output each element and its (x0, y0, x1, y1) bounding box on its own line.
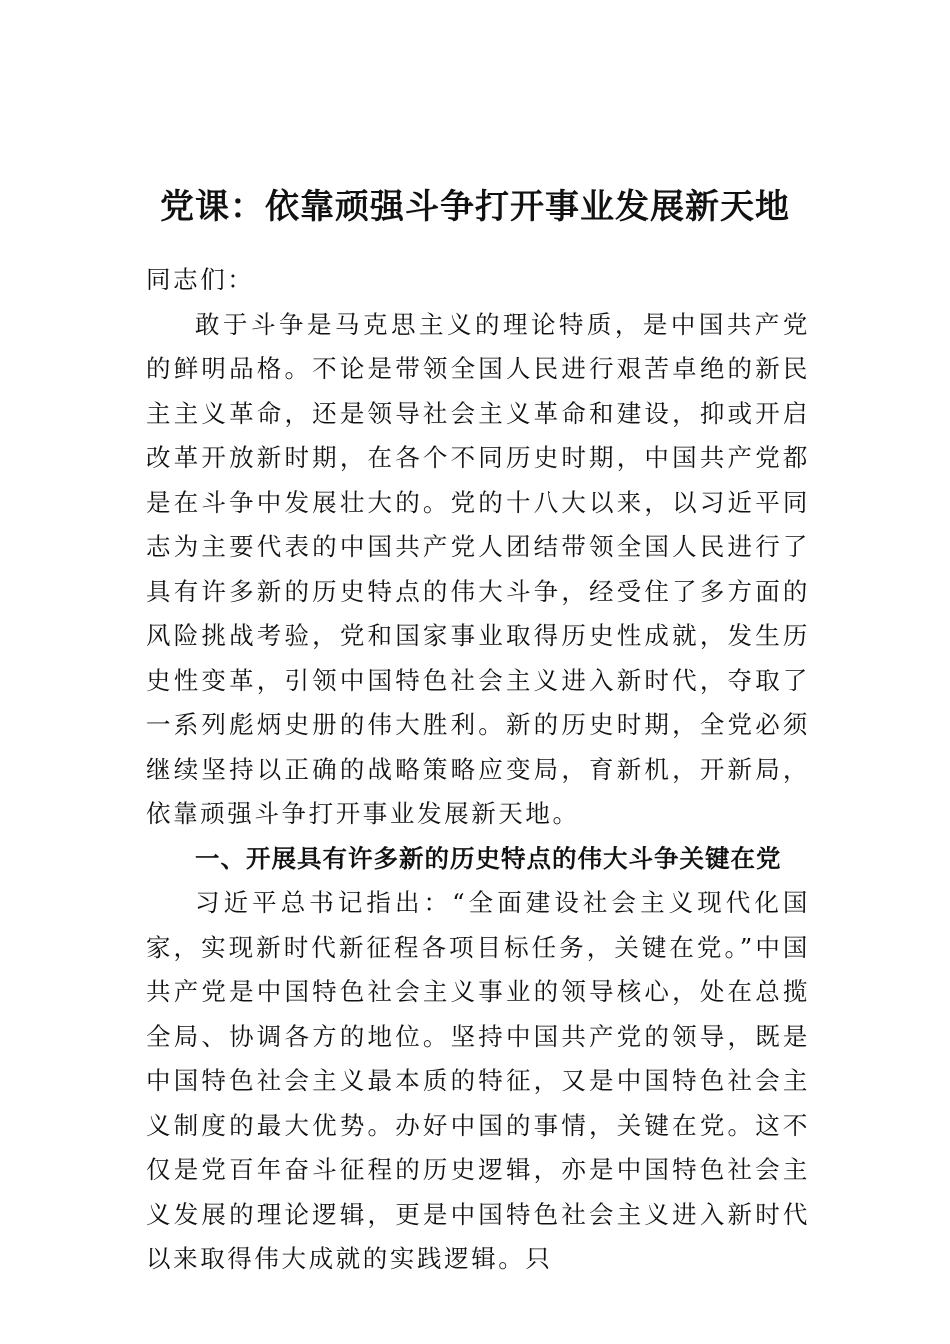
section-paragraph: 习近平总书记指出：“全面建设社会主义现代化国家，实现新时代新征程各项目标任务，关键在党。”中国共产党是中国特色社会主义事业的领导核心，处在总揽全局、协调各方的地位。坚持中国共产党的领导，既是中国特色社会主义最本质的特征，又是中国特色社会主义制度的最大优势。办好中国的事情，关键在党。这不仅是党百年奋斗征程的历史逻辑，亦是中国特色社会主义发展的理论逻辑，更是中国特色社会主义进入新时代以来取得伟大成就的实践逻辑。只 (146, 888, 810, 1273)
document-title: 党课：依靠顽强斗争打开事业发展新天地 (160, 186, 790, 227)
intro-paragraph: 敢于斗争是马克思主义的理论特质，是中国共产党的鲜明品格。不论是带领全国人民进行艰苦卓绝的新民主主义革命，还是领导社会主义革命和建设，抑或开启改革开放新时期，在各个不同历史时期，中国共产党都是在斗争中发展壮大的。党的十八大以来，以习近平同志为主要代表的中国共产党人团结带领全国人民进行了具有许多新的历史特点的伟大斗争，经受住了多方面的风险挑战考验，党和国家事业取得历史性成就，发生历史性变革，引领中国特色社会主义进入新时代，夺取了一系列彪炳史册的伟大胜利。新的历史时期，全党必须继续坚持以正确的战略策略应变局，育新机，开新局，依靠顽强斗争打开事业发展新天地。 (146, 309, 810, 828)
section-heading: 一、开展具有许多新的历史特点的伟大斗争关键在党 (195, 843, 782, 873)
document-body (146, 258, 810, 1282)
salutation: 同志们： (146, 265, 255, 294)
